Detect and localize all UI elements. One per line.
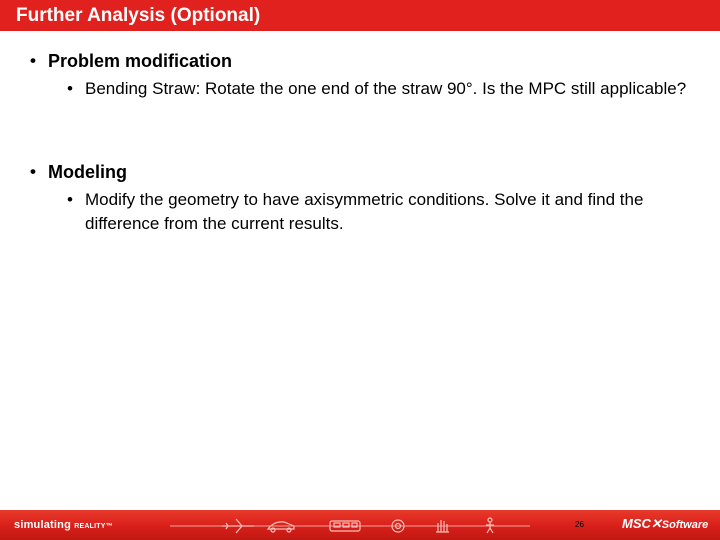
sub-bullet-text: Modify the geometry to have axisymmetric conditions. Solve it and find the difference from the current results. — [85, 190, 644, 233]
msc-software-logo — [622, 516, 708, 532]
footer-tagline — [14, 519, 113, 531]
logo-swoosh-icon: ✕ — [650, 516, 662, 531]
slide-title: Further Analysis (Optional) — [16, 5, 261, 26]
bullet-dot-icon: • — [30, 51, 36, 70]
tagline-text: simulating — [14, 519, 72, 531]
footer-bar — [0, 510, 720, 540]
bullet-label: Modeling — [48, 162, 127, 182]
logo-main: MSC — [622, 516, 651, 531]
airplane-icon — [222, 519, 254, 533]
person-icon — [486, 518, 494, 533]
sub-bullet-bending-straw — [67, 77, 707, 101]
tagline-suffix: REALITY™ — [74, 523, 113, 530]
sub-bullet-axisymmetric — [67, 188, 707, 236]
bullet-dot-icon: • — [30, 162, 36, 181]
car-icon — [268, 522, 294, 532]
logo-suffix: Software — [661, 519, 709, 531]
page-number: 26 — [575, 520, 584, 529]
sub-bullet-text: Bending Straw: Rotate the one end of the straw 90°. Is the MPC still applicable? — [85, 79, 687, 98]
sub-bullet-dot-icon: • — [67, 190, 73, 209]
footer-icon-strip — [170, 515, 530, 537]
bullet-label: Problem modification — [48, 51, 233, 71]
sub-bullet-dot-icon: • — [67, 79, 73, 98]
